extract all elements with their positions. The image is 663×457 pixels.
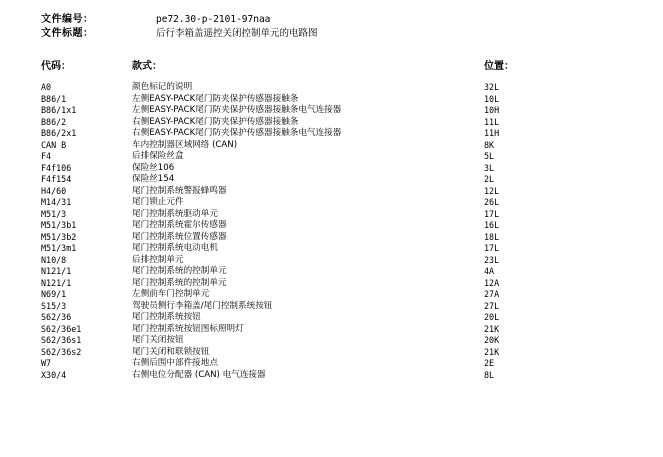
component-description: 右侧电位分配器 (CAN) 电气连接器 (132, 369, 266, 380)
component-position: 10H (484, 105, 500, 115)
list-item (0, 186, 663, 198)
list-item (0, 370, 663, 382)
component-code: H4/60 (41, 185, 67, 196)
component-code: S62/36s2 (41, 346, 82, 357)
component-code: S62/36 (41, 312, 72, 322)
component-code: S15/3 (41, 300, 67, 311)
component-code: M14/31 (41, 197, 72, 207)
component-description: 尾门控制系统警报蜂鸣器 (132, 185, 227, 196)
component-code: F4f106 (41, 162, 72, 173)
component-description: 尾门关闭按钮 (132, 335, 184, 345)
list-item (0, 289, 663, 301)
list-item (0, 117, 663, 129)
component-code: N121/1 (41, 277, 72, 288)
component-position: 27L (484, 300, 500, 311)
component-code: CAN B (41, 139, 67, 150)
component-code: B86/2 (41, 116, 67, 127)
list-item (0, 243, 663, 255)
component-position: 21K (484, 346, 500, 357)
component-code: X30/4 (41, 369, 67, 380)
component-description: 颜色标记的说明 (132, 82, 193, 92)
component-position: 27A (484, 289, 500, 299)
list-item (0, 301, 663, 313)
component-code: S62/36e1 (41, 323, 82, 334)
list-item (0, 140, 663, 152)
component-description: 保险丝154 (132, 174, 175, 184)
component-position: 17L (484, 208, 500, 219)
component-position: 32L (484, 82, 500, 92)
component-position: 20L (484, 312, 500, 322)
file-title-label: 文件标题： (41, 28, 94, 39)
list-item (0, 128, 663, 140)
list-item (0, 266, 663, 278)
component-description: 尾门控制系统的控制单元 (132, 266, 227, 276)
component-description: 尾门控制系统霍尔传感器 (132, 220, 227, 230)
component-description: 尾门关闭和联锁按钮 (132, 346, 210, 357)
list-item (0, 278, 663, 290)
component-position: 18L (484, 231, 500, 242)
column-header-position: 位置： (484, 61, 514, 72)
component-description: 后排保险丝盒 (132, 151, 184, 161)
component-position: 17L (484, 243, 500, 253)
component-description: 尾门控制系统按钮 (132, 312, 201, 322)
component-position: 8K (484, 139, 495, 150)
list-item (0, 209, 663, 221)
column-header-item: 款式： (132, 61, 162, 72)
component-code: F4 (41, 151, 52, 161)
component-code: N121/1 (41, 266, 72, 276)
component-code: B86/2x1 (41, 128, 77, 138)
component-description: 右侧EASY-PACK尾门防夹保护传感器接触条 (132, 116, 299, 127)
file-number-label: 文件编号： (41, 14, 94, 25)
component-position: 21K (484, 323, 500, 334)
list-item (0, 220, 663, 232)
component-position: 12L (484, 185, 500, 196)
list-item (0, 82, 663, 94)
component-position: 2L (484, 174, 495, 184)
component-description: 尾门控制系统驱动单元 (132, 208, 218, 219)
list-item (0, 94, 663, 106)
component-code: N10/8 (41, 254, 67, 265)
component-position: 23L (484, 254, 500, 265)
column-header-code: 代码： (41, 61, 71, 72)
component-position: 16L (484, 220, 500, 230)
list-item (0, 197, 663, 209)
component-description: 右侧EASY-PACK尾门防夹保护传感器接触条电气连接器 (132, 128, 342, 138)
component-code: F4f154 (41, 174, 72, 184)
component-position: 4A (484, 266, 495, 276)
component-code: N69/1 (41, 289, 67, 299)
component-code: A0 (41, 82, 52, 92)
list-item (0, 358, 663, 370)
component-description: 左侧EASY-PACK尾门防夹保护传感器接触条 (132, 93, 299, 104)
component-position: 11H (484, 128, 500, 138)
component-description: 保险丝106 (132, 162, 175, 173)
component-position: 10L (484, 93, 500, 104)
component-description: 车内控制器区域网络 (CAN) (132, 139, 238, 150)
component-code: M51/3m1 (41, 243, 77, 253)
list-item (0, 347, 663, 359)
list-item (0, 105, 663, 117)
component-position: 26L (484, 197, 500, 207)
component-position: 5L (484, 151, 495, 161)
component-position: 12A (484, 277, 500, 288)
file-number-value: pe72.30-p-2101-97naa (156, 14, 271, 25)
component-position: 20K (484, 335, 500, 345)
component-code: M51/3b2 (41, 231, 77, 242)
component-description: 尾门控制系统位置传感器 (132, 231, 227, 242)
component-list (0, 82, 663, 381)
list-item (0, 335, 663, 347)
list-item (0, 174, 663, 186)
component-position: 2E (484, 358, 495, 368)
component-description: 后排控制单元 (132, 254, 184, 265)
list-item (0, 163, 663, 175)
component-code: B86/1 (41, 93, 67, 104)
component-position: 11L (484, 116, 500, 127)
component-description: 左侧前车门控制单元 (132, 289, 210, 299)
list-item (0, 255, 663, 267)
component-description: 尾门控制系统按钮图标照明灯 (132, 323, 244, 334)
list-item (0, 232, 663, 244)
component-code: S62/36s1 (41, 335, 82, 345)
list-item (0, 324, 663, 336)
component-code: M51/3b1 (41, 220, 77, 230)
component-description: 右侧后围中部件接地点 (132, 358, 218, 368)
list-item (0, 312, 663, 324)
component-description: 尾门锁止元件 (132, 197, 184, 207)
component-position: 3L (484, 162, 495, 173)
component-description: 驾驶员侧行李箱盖/尾门控制系统按钮 (132, 300, 273, 311)
component-code: B86/1x1 (41, 105, 77, 115)
file-title-value: 后行李箱盖遥控关闭控制单元的电路图 (156, 28, 318, 39)
component-description: 左侧EASY-PACK尾门防夹保护传感器接触条电气连接器 (132, 105, 342, 115)
component-description: 尾门控制系统电动电机 (132, 243, 218, 253)
list-item (0, 151, 663, 163)
component-code: M51/3 (41, 208, 67, 219)
component-description: 尾门控制系统的控制单元 (132, 277, 227, 288)
component-position: 8L (484, 369, 495, 380)
component-code: W7 (41, 358, 52, 368)
